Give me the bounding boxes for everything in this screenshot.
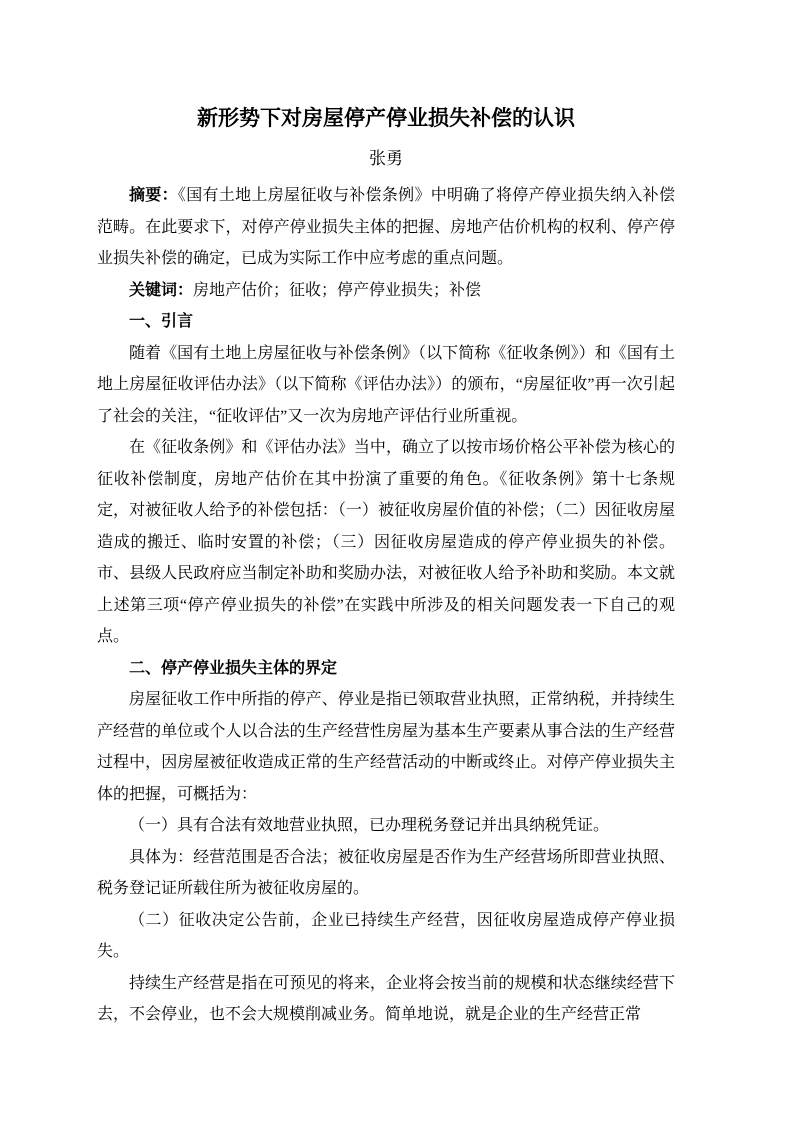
abstract-text: 《国有土地上房屋征收与补偿条例》中明确了将停产停业损失纳入补偿范畴。在此要求下，对停产停业损失主体的把握、房地产估价机构的权利、停产停业损失补偿的确定，已成为实际工作中应考虑的重点问题。 [97,187,675,267]
section-heading-introduction: 一、引言 [129,313,194,330]
page-content [97,0,675,1031]
author-name: 张勇 [369,149,403,168]
section-2-paragraph-3: 具体为：经营范围是否合法；被征收房屋是否作为生产经营场所即营业执照、税务登记证所载住所为被征收房屋的。 [97,848,675,897]
section-1-paragraph-1: 随着《国有土地上房屋征收与补偿条例》（以下简称《征收条例》）和《国有土地上房屋征收评估办法》（以下简称《评估办法》）的颁布，“房屋征收”再一次引起了社会的关注，“征收评估”又一次为房地产评估行业所重视。 [97,344,675,425]
abstract-paragraph [97,180,675,275]
section-2-paragraph-2: （一）具有合法有效地营业执照，已办理税务登记并出具纳税凭证。 [129,817,610,834]
section-heading-loss-subject-definition: 二、停产停业损失主体的界定 [129,659,338,677]
keywords-label: 关键词： [129,281,194,299]
section-2-paragraph-1: 房屋征收工作中所指的停产、停业是指已领取营业执照，正常纳税，并持续生产经营的单位或个人以合法的生产经营性房屋为基本生产要素从事合法的生产经营过程中，因房屋被征收造成正常的生产经营活动的中断或终止。对停产停业损失主体的把握，可概括为： [97,691,675,803]
section-2-paragraph-4: （二）征收决定公告前，企业已持续生产经营，因征收房屋造成停产停业损失。 [97,911,675,960]
keywords-text: 房地产估价；征收；停产停业损失；补偿 [193,281,482,299]
paper-body [97,180,675,1031]
paper-title: 新形势下对房屋停产停业损失补偿的认识 [197,107,575,130]
abstract-label: 摘要： [129,187,178,204]
section-2-paragraph-5: 持续生产经营是指在可预见的将来，企业将会按当前的规模和状态继续经营下去，不会停业，也不会大规模削减业务。简单地说，就是企业的生产经营正常 [97,974,675,1023]
section-1-paragraph-2: 在《征收条例》和《评估办法》当中，确立了以按市场价格公平补偿为核心的征收补偿制度，房地产估价在其中扮演了重要的角色。《征收条例》第十七条规定，对被征收人给予的补偿包括：（一）被征收房屋价值的补偿；（二）因征收房屋造成的搬迁、临时安置的补偿；（三）因征收房屋造成的停产停业损失的补偿。市、县级人民政府应当制定补助和奖励办法，对被征收人给予补助和奖励。本文就上述第三项“停产停业损失的补偿”在实践中所涉及的相关问题发表一下自己的观点。 [97,439,675,645]
keywords-paragraph [97,275,675,307]
